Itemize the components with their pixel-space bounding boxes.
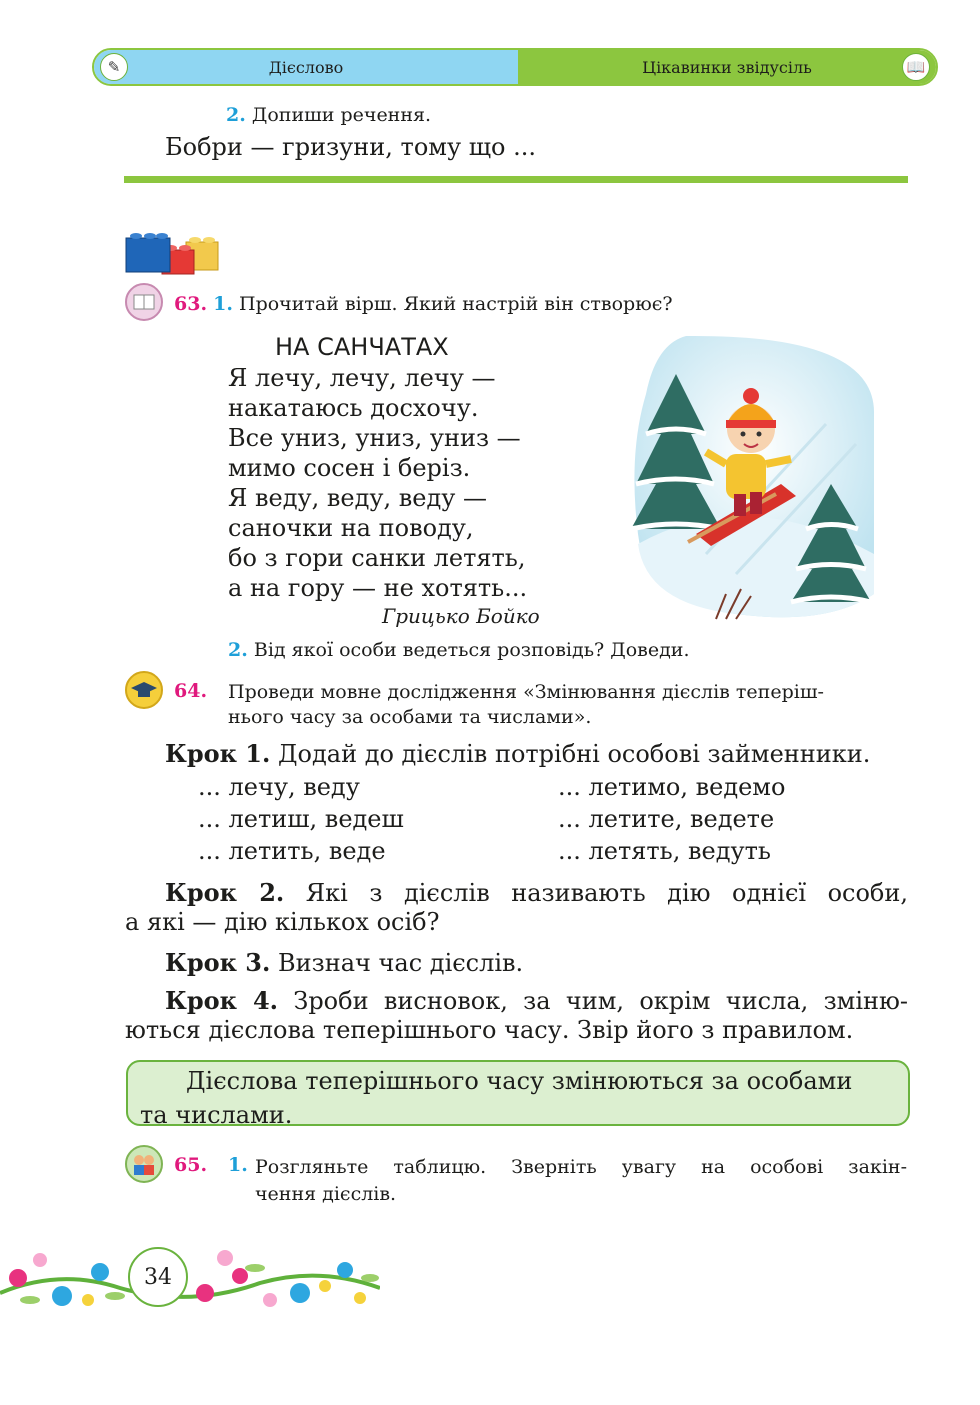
task65-sub-wrap: [228, 1154, 248, 1176]
task-prev-text: Допиши речення.: [251, 104, 432, 126]
sledding-child-illustration: [626, 334, 876, 626]
step2-line2: а які — дію кількох осіб?: [125, 908, 440, 936]
task63-text2: Від якої особи ведеться розповідь? Доведи.: [253, 639, 690, 661]
task65-text-line: Розгляньте таблицю. Зверніть увагу на особові закін-: [255, 1156, 907, 1178]
step1: [165, 739, 870, 768]
step3-text: Визнач час дієслів.: [278, 949, 524, 977]
task-prev-number: 2.: [226, 104, 246, 126]
chapter-title: Дієслово: [268, 57, 344, 77]
poem-line: накатаюсь досхочу.: [228, 394, 479, 422]
task63-line: [174, 293, 673, 315]
task64-number: 64.: [174, 680, 208, 702]
step4-line2: ються дієслова теперішнього часу. Звір його з правилом.: [125, 1016, 854, 1044]
verbs-left-column: [198, 771, 404, 867]
task65-sub: 1.: [228, 1154, 248, 1176]
verb-row: ... лечу, веду: [198, 773, 360, 801]
step4-line1: [165, 986, 908, 1015]
step3: [165, 948, 523, 977]
book-icon: 📖: [902, 53, 930, 81]
step2-label: Крок 2.: [165, 878, 285, 907]
task64-number-wrap: [174, 680, 207, 702]
task63-number: 63.: [174, 293, 208, 315]
poem-line: а на гору — не хотять...: [228, 574, 528, 602]
poem-line: Я лечу, лечу, лечу —: [228, 364, 496, 392]
poem-body: [228, 363, 527, 603]
step1-label: Крок 1.: [165, 739, 271, 768]
verb-row: ... летить, веде: [198, 837, 386, 865]
task65-text-line: чення дієслів.: [255, 1183, 397, 1205]
step2-text: Які з дієслів називають дію однієї особи,: [305, 879, 908, 907]
step2-line1: [165, 878, 908, 907]
step4-text: Зроби висновок, за чим, окрім числа, зміню-: [293, 987, 908, 1015]
poem-line: саночки на поводу,: [228, 514, 474, 542]
poem-author: Грицько Бойко: [382, 604, 540, 628]
task65-number-wrap: [174, 1154, 207, 1176]
poem-line: Все униз, униз, униз —: [228, 424, 521, 452]
task63-part2: [228, 639, 690, 661]
poem-title: НА САНЧАТАХ: [275, 333, 449, 361]
research-task-icon: [125, 671, 163, 709]
task-prev-line: [226, 104, 431, 126]
lego-blocks-icon: [124, 228, 222, 276]
step1-text: Додай до дієслів потрібні особові займенники.: [278, 740, 871, 768]
poem-line: мимо сосен і беріз.: [228, 454, 471, 482]
poem-line: Я веду, веду, веду —: [228, 484, 487, 512]
rule-box: [126, 1060, 910, 1129]
step4-label: Крок 4.: [165, 986, 279, 1015]
task63-sub2: 2.: [228, 639, 248, 661]
verbs-right-column: [558, 771, 785, 867]
verb-row: ... летите, ведете: [558, 805, 775, 833]
verb-row: ... летимо, ведемо: [558, 773, 786, 801]
task-prev-sentence: Бобри — гризуни, тому що ...: [165, 133, 536, 161]
task65-text: [255, 1154, 907, 1208]
flower-border-decoration: [0, 1238, 380, 1316]
rule-line: та числами.: [140, 1101, 293, 1129]
task63-sub1: 1.: [213, 293, 233, 315]
step3-label: Крок 3.: [165, 948, 271, 977]
poem-line: бо з гори санки летять,: [228, 544, 526, 572]
rule-line: Дієслова теперішнього часу змінюються за особами: [186, 1067, 853, 1095]
task63-text1: Прочитай вірш. Який настрій він створює?: [239, 293, 673, 315]
chapter-header: [92, 48, 938, 86]
task64-intro: [228, 680, 824, 730]
pen-icon: ✎: [100, 53, 128, 81]
pair-work-icon: [125, 1145, 163, 1183]
section-divider: [124, 176, 908, 183]
section-title: Цікавинки звідусіль: [642, 57, 812, 77]
task65-number: 65.: [174, 1154, 208, 1176]
task64-intro-line: Проведи мовне дослідження «Змінювання дієслів теперіш-: [228, 681, 824, 703]
section-title-block: [518, 50, 936, 84]
reading-task-icon: [125, 283, 163, 321]
chapter-title-block: [94, 50, 518, 84]
task64-intro-line: нього часу за особами та числами».: [228, 706, 592, 728]
verb-row: ... летиш, ведеш: [198, 805, 404, 833]
verb-row: ... летять, ведуть: [558, 837, 771, 865]
page-number: 34: [128, 1247, 188, 1307]
